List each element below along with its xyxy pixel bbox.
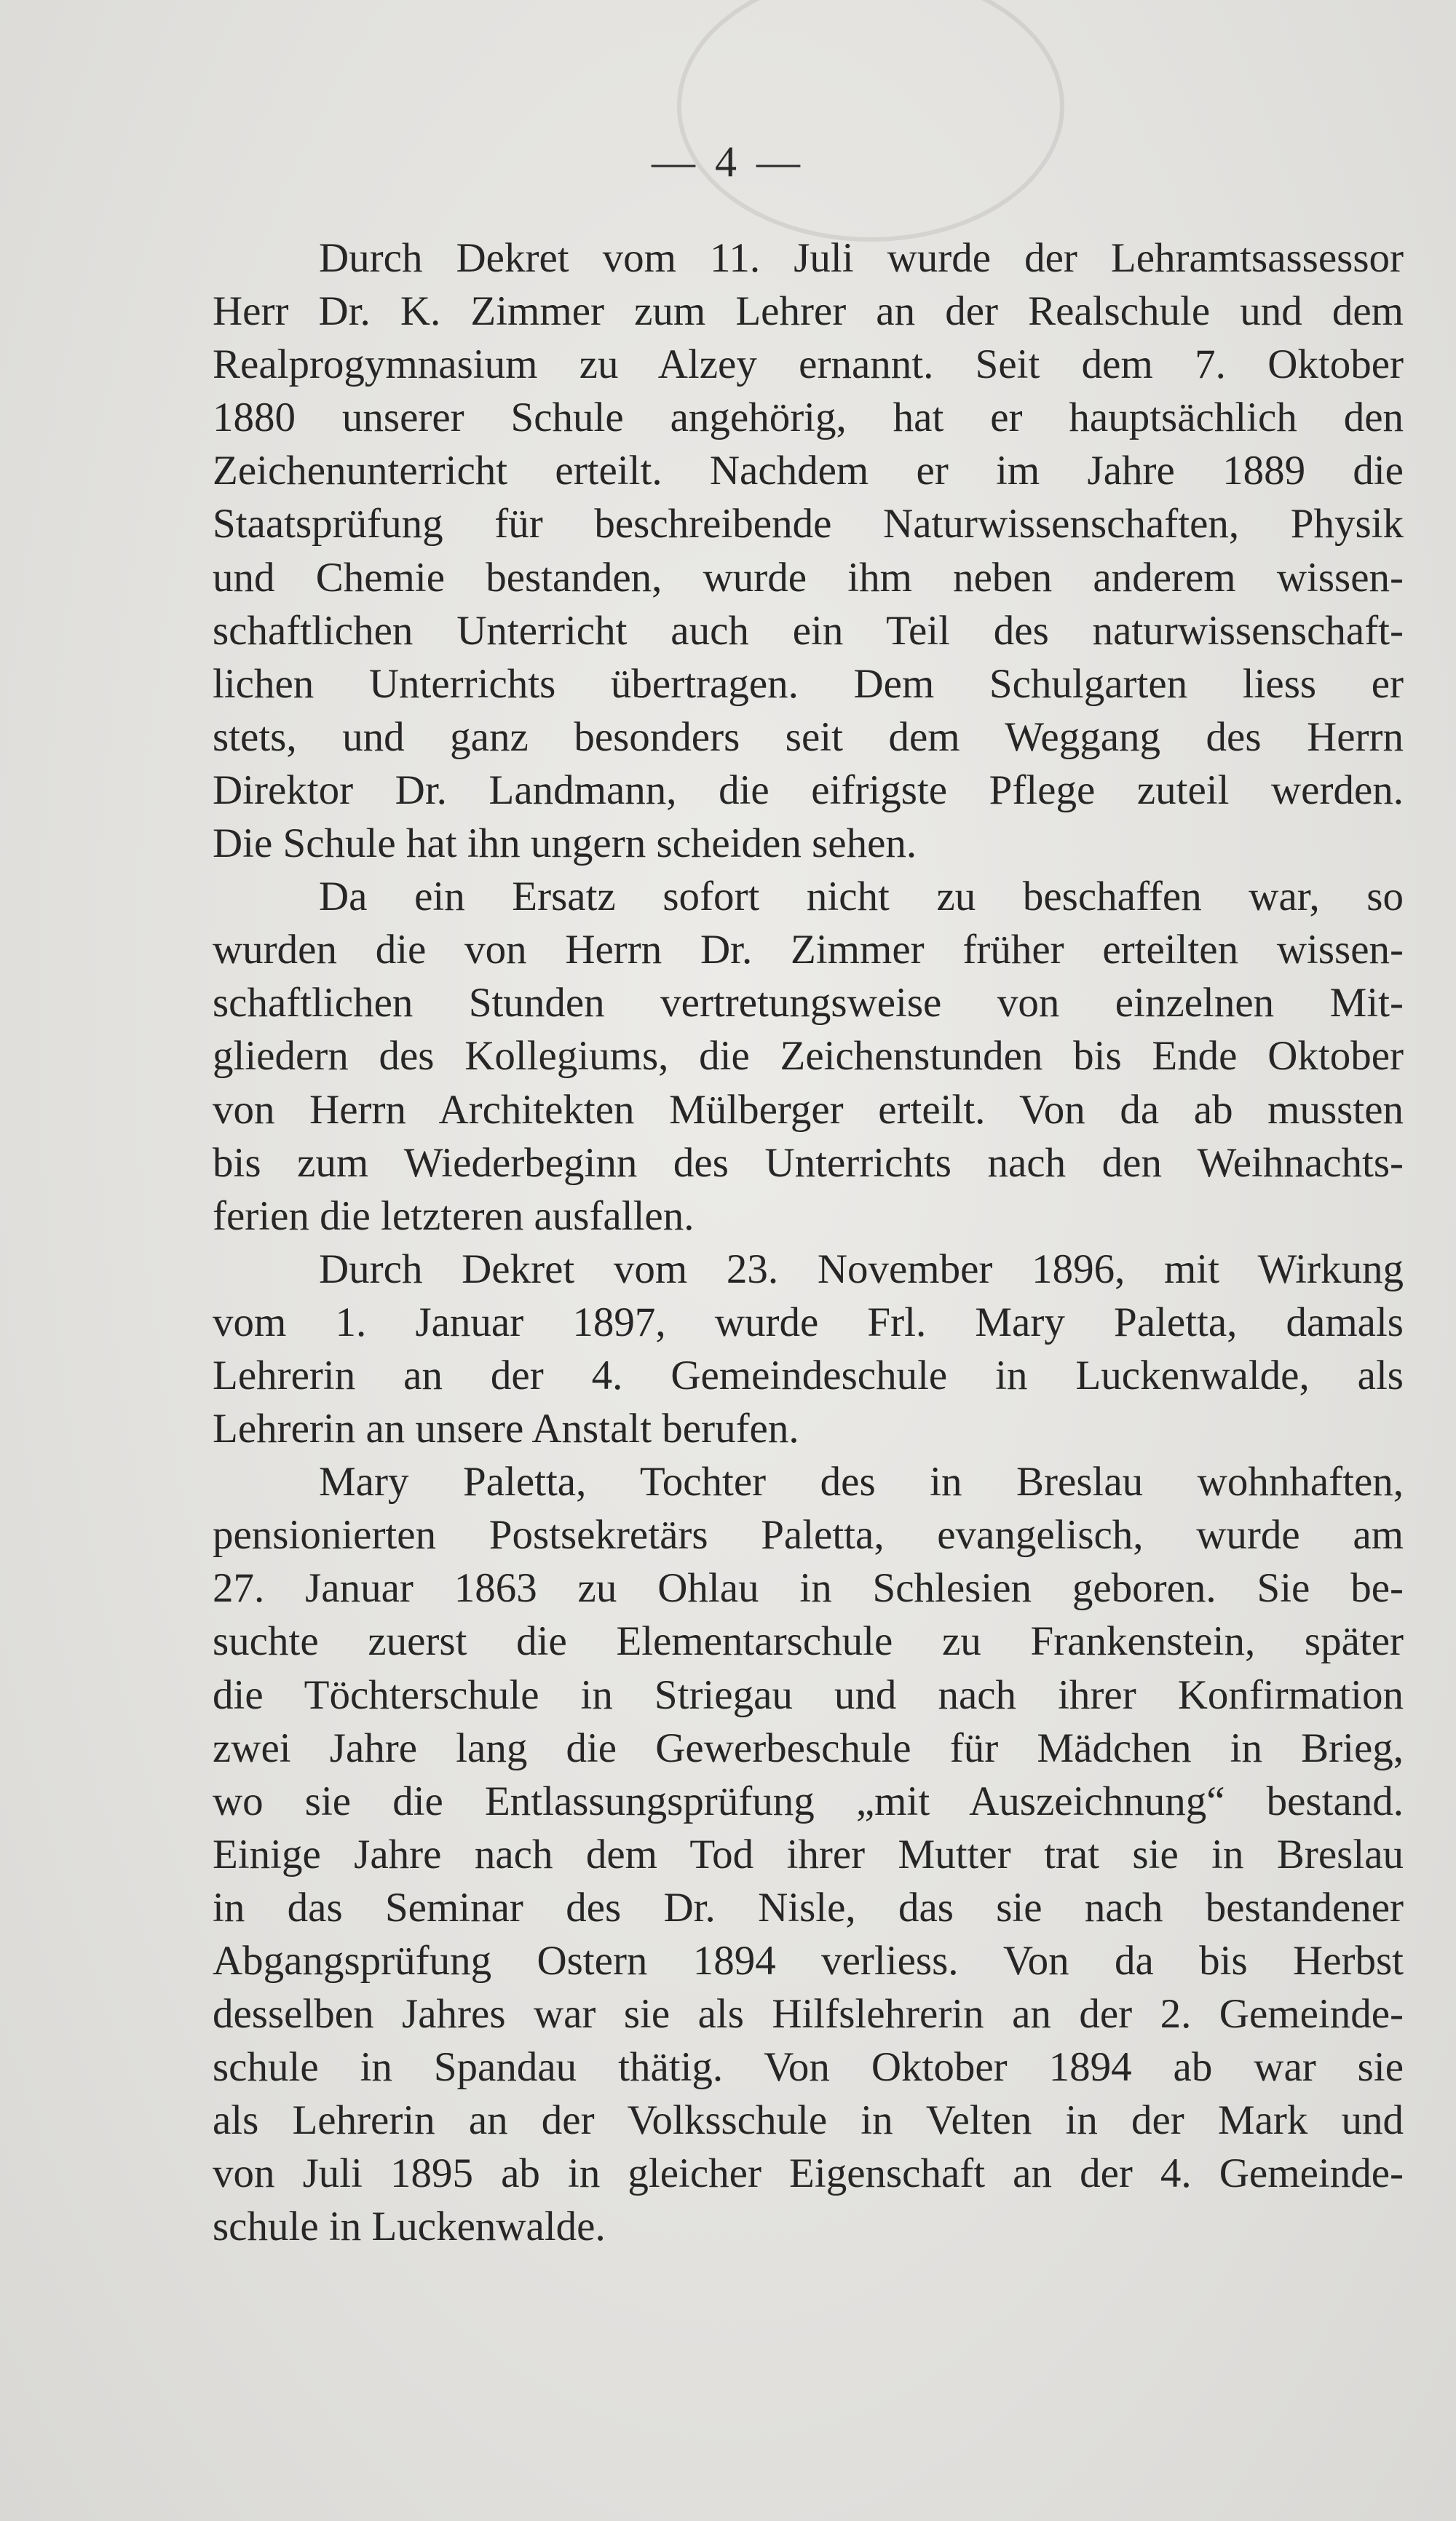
text-line: Da ein Ersatz sofort nicht zu beschaffen war, so — [319, 874, 1404, 920]
text-line: als Lehrerin an der Volksschule in Velten in der Mark und — [213, 2097, 1404, 2144]
text-line: gliedern des Kollegiums, die Zeichenstunden bis Ende Oktober — [213, 1033, 1404, 1080]
text-line: 27. Januar 1863 zu Ohlau in Schlesien geboren. Sie be- — [213, 1565, 1404, 1612]
text-line: pensionierten Postsekretärs Paletta, evangelisch, wurde am — [213, 1512, 1404, 1559]
text-line: Direktor Dr. Landmann, die eifrigste Pflege zuteil werden. — [213, 767, 1404, 813]
paragraph — [213, 1243, 1404, 1455]
text-line: bis zum Wiederbeginn des Unterrichts nach den Weihnachts- — [213, 1139, 1404, 1186]
text-line: schaftlichen Unterricht auch ein Teil des naturwissenschaft- — [213, 607, 1404, 654]
paragraph — [213, 231, 1404, 870]
text-line: wo sie die Entlassungsprüfung „mit Auszeichnung“ bestand. — [213, 1778, 1404, 1824]
paragraph — [213, 1455, 1404, 2253]
text-line: von Herrn Architekten Mülberger erteilt. Von da ab mussten — [213, 1086, 1404, 1133]
text-line: schule in Luckenwalde. — [213, 2204, 606, 2250]
text-line: suchte zuerst die Elementarschule zu Frankenstein, später — [213, 1618, 1404, 1665]
text-line: Durch Dekret vom 23. November 1896, mit Wirkung — [319, 1246, 1404, 1292]
text-line: Abgangsprüfung Ostern 1894 verliess. Von da bis Herbst — [213, 1938, 1404, 1984]
page-number: — 4 — — [652, 138, 804, 186]
library-stamp-faint — [677, 0, 1064, 242]
text-line: in das Seminar des Dr. Nisle, das sie nach bestandener — [213, 1884, 1404, 1931]
text-line: von Juli 1895 ab in gleicher Eigenschaft an der 4. Gemeinde- — [213, 2150, 1404, 2197]
text-line: Lehrerin an der 4. Gemeindeschule in Luckenwalde, als — [213, 1352, 1404, 1398]
text-line: Realprogymnasium zu Alzey ernannt. Seit dem 7. Oktober — [213, 341, 1404, 388]
text-line: die Töchterschule in Striegau und nach ihrer Konfirmation — [213, 1671, 1404, 1718]
body-text — [213, 231, 1404, 2254]
text-line: Herr Dr. K. Zimmer zum Lehrer an der Realschule und dem — [213, 288, 1404, 335]
text-line: vom 1. Januar 1897, wurde Frl. Mary Paletta, damals — [213, 1299, 1404, 1345]
text-line: Die Schule hat ihn ungern scheiden sehen. — [213, 820, 917, 867]
text-line: desselben Jahres war sie als Hilfslehrerin an der 2. Gemeinde- — [213, 1991, 1404, 2038]
text-line: Einige Jahre nach dem Tod ihrer Mutter trat sie in Breslau — [213, 1831, 1404, 1877]
text-line: schule in Spandau thätig. Von Oktober 1894 ab war sie — [213, 2044, 1404, 2091]
text-line: Mary Paletta, Tochter des in Breslau wohnhaften, — [319, 1459, 1404, 1505]
text-line: schaftlichen Stunden vertretungsweise von einzelnen Mit- — [213, 980, 1404, 1026]
text-line: lichen Unterrichts übertragen. Dem Schulgarten liess er — [213, 660, 1404, 707]
text-line: ferien die letzteren ausfallen. — [213, 1192, 695, 1239]
text-line: und Chemie bestanden, wurde ihm neben anderem wissen- — [213, 554, 1404, 601]
text-line: Staatsprüfung für beschreibende Naturwissenschaften, Physik — [213, 501, 1404, 547]
text-line: Durch Dekret vom 11. Juli wurde der Lehramtsassessor — [319, 235, 1404, 281]
text-line: 1880 unserer Schule angehörig, hat er hauptsächlich den — [213, 395, 1404, 441]
text-line: Zeichenunterricht erteilt. Nachdem er im Jahre 1889 die — [213, 448, 1404, 494]
text-line: Lehrerin an unsere Anstalt berufen. — [213, 1406, 799, 1452]
text-line: wurden die von Herrn Dr. Zimmer früher erteilten wissen- — [213, 927, 1404, 973]
text-line: stets, und ganz besonders seit dem Weggang des Herrn — [213, 713, 1404, 760]
text-line: zwei Jahre lang die Gewerbeschule für Mädchen in Brieg, — [213, 1725, 1404, 1771]
paragraph — [213, 870, 1404, 1243]
